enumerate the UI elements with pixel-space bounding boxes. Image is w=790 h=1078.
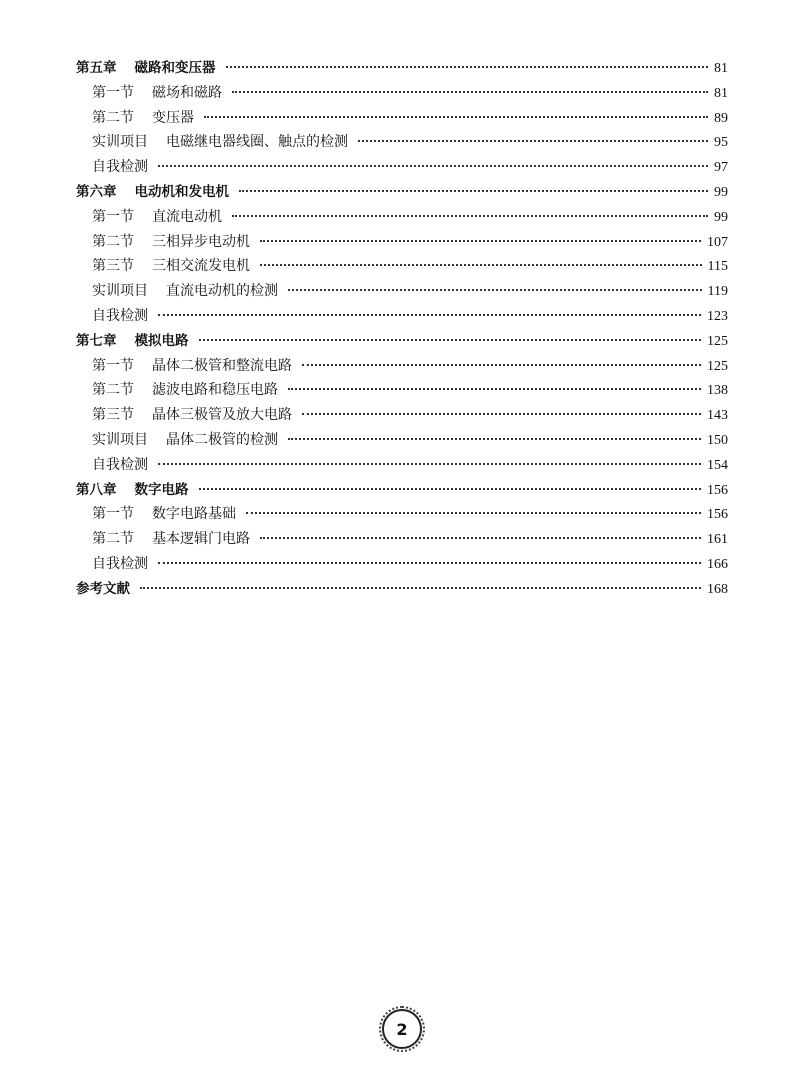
toc-entry-title: 基本逻辑门电路	[152, 531, 250, 548]
dot-leader	[302, 363, 701, 366]
toc-entry-title: 直流电动机	[152, 208, 222, 225]
dot-leader	[158, 561, 701, 564]
toc-entry-number: 第一节	[92, 208, 134, 225]
toc-entry-label	[92, 502, 236, 527]
toc-entry-title: 磁路和变压器	[134, 60, 216, 76]
toc-section-entry[interactable]	[76, 378, 728, 403]
dot-leader	[288, 437, 701, 440]
dot-leader	[199, 487, 702, 490]
dot-leader	[260, 239, 701, 242]
dot-leader	[226, 65, 709, 68]
toc-entry-title: 晶体三极管及放大电路	[152, 407, 292, 424]
toc-entry-page: 161	[707, 532, 728, 548]
toc-entry-number: 第一节	[92, 357, 134, 374]
dot-leader	[232, 90, 708, 93]
toc-entry-title: 滤波电路和稳压电路	[152, 382, 278, 399]
toc-entry-label	[92, 453, 148, 478]
toc-entry-title: 电磁继电器线圈、触点的检测	[166, 134, 348, 151]
toc-entry-page: 138	[707, 383, 728, 399]
toc-section-entry[interactable]	[76, 254, 728, 279]
dot-leader	[246, 511, 701, 514]
toc-entry-page: 95	[714, 135, 728, 151]
toc-entry-title: 磁场和磁路	[152, 84, 222, 101]
toc-section-entry[interactable]	[76, 155, 728, 180]
toc-entry-page: 119	[707, 284, 728, 300]
toc-entry-page: 81	[714, 61, 728, 76]
toc-entry-label	[92, 106, 194, 131]
toc-entry-title: 自我检测	[92, 555, 148, 572]
toc-entry-title: 晶体二极管和整流电路	[152, 357, 292, 374]
toc-entry-title: 自我检测	[92, 307, 148, 324]
toc-entry-page: 156	[707, 482, 728, 498]
dot-leader	[158, 164, 708, 167]
toc-entry-title: 参考文献	[76, 580, 130, 597]
toc-entry-label	[92, 378, 278, 403]
toc-entry-label	[92, 304, 148, 329]
page-number-badge	[382, 1009, 422, 1049]
toc-entry-label	[92, 403, 292, 428]
toc-entry-number: 第三节	[92, 407, 134, 424]
toc-entry-title: 自我检测	[92, 159, 148, 176]
toc-entry-page: 154	[707, 457, 728, 473]
toc-entry-title: 数字电路	[134, 481, 189, 498]
toc-entry-page: 89	[714, 110, 728, 126]
toc-entry-label	[76, 56, 216, 81]
dot-leader	[158, 462, 701, 465]
toc-entry-page: 168	[707, 581, 728, 597]
toc-entry-page: 166	[707, 556, 728, 572]
toc-entry-number: 第一节	[92, 84, 134, 101]
toc-section-entry[interactable]	[76, 304, 728, 329]
toc-entry-page: 99	[714, 184, 728, 200]
toc-entry-label	[92, 552, 148, 577]
toc-entry-title: 自我检测	[92, 456, 148, 473]
toc-entry-number: 第二节	[92, 109, 134, 126]
toc-chapter-entry[interactable]	[76, 180, 728, 205]
toc-entry-page: 156	[707, 507, 728, 523]
toc-entry-page: 150	[707, 432, 728, 448]
toc-entry-page: 107	[707, 234, 728, 250]
toc-entry-number: 第八章	[76, 481, 117, 498]
toc-entry-title: 三相交流发电机	[152, 258, 250, 275]
toc-entry-number: 实训项目	[92, 431, 148, 448]
toc-chapter-entry[interactable]	[76, 478, 728, 503]
toc-entry-title: 变压器	[152, 109, 194, 126]
dot-leader	[288, 288, 702, 291]
toc-entry-page: 97	[714, 160, 728, 176]
dot-leader	[260, 263, 702, 266]
toc-entry-label	[76, 577, 130, 602]
toc-entry-number: 第一节	[92, 506, 134, 523]
dot-leader	[358, 139, 708, 142]
toc-entry-page: 143	[707, 408, 728, 424]
toc-entry-label	[92, 205, 222, 230]
toc-section-entry[interactable]	[76, 403, 728, 428]
toc-entry-number: 第二节	[92, 531, 134, 548]
toc-chapter-entry[interactable]	[76, 329, 728, 354]
toc-section-entry[interactable]	[76, 502, 728, 527]
toc-entry-label	[76, 329, 189, 354]
dot-leader	[260, 536, 701, 539]
toc-entry-number: 实训项目	[92, 134, 148, 151]
toc-section-entry[interactable]	[76, 354, 728, 379]
toc-entry-label	[92, 527, 250, 552]
toc-entry-title: 数字电路基础	[152, 506, 236, 523]
toc-entry-label	[92, 230, 250, 255]
toc-section-entry[interactable]	[76, 81, 728, 106]
toc-entry-label	[76, 478, 189, 503]
toc-chapter-entry[interactable]	[76, 56, 728, 81]
toc-entry-label	[92, 81, 222, 106]
toc-entry-page: 99	[714, 209, 728, 225]
toc-entry-title: 三相异步电动机	[152, 233, 250, 250]
dot-leader	[204, 115, 708, 118]
toc-entry-label	[92, 130, 348, 155]
toc-entry-title: 直流电动机的检测	[166, 283, 278, 300]
toc-entry-label	[76, 180, 229, 205]
toc-entry-label	[92, 428, 278, 453]
toc-entry-number: 第三节	[92, 258, 134, 275]
toc-entry-number: 实训项目	[92, 283, 148, 300]
toc-entry-title: 电动机和发电机	[134, 183, 229, 200]
dot-leader	[158, 313, 701, 316]
toc-entry-label	[92, 254, 250, 279]
table-of-contents	[76, 56, 728, 602]
dot-leader	[140, 586, 701, 589]
toc-section-entry[interactable]	[76, 106, 728, 131]
toc-entry-label	[92, 354, 292, 379]
toc-section-entry[interactable]	[76, 230, 728, 255]
toc-section-entry[interactable]	[76, 527, 728, 552]
toc-entry-number: 第五章	[76, 60, 117, 76]
toc-chapter-entry[interactable]	[76, 577, 728, 602]
toc-section-entry[interactable]	[76, 205, 728, 230]
toc-entry-number: 第六章	[76, 183, 117, 200]
toc-section-entry[interactable]	[76, 130, 728, 155]
dot-leader	[239, 189, 708, 192]
dot-leader	[288, 387, 701, 390]
toc-entry-label	[92, 155, 148, 180]
dot-leader	[199, 338, 702, 341]
dot-leader	[232, 214, 708, 217]
toc-entry-number: 第二节	[92, 382, 134, 399]
toc-section-entry[interactable]	[76, 428, 728, 453]
toc-entry-number: 第二节	[92, 233, 134, 250]
toc-entry-label	[92, 279, 278, 304]
toc-entry-number: 第七章	[76, 332, 117, 349]
toc-entry-page: 125	[707, 333, 728, 349]
dot-leader	[302, 412, 701, 415]
toc-entry-page: 81	[714, 85, 728, 101]
toc-entry-title: 晶体二极管的检测	[166, 431, 278, 448]
toc-entry-page: 125	[707, 358, 728, 374]
page-number: 2	[396, 1019, 408, 1039]
toc-entry-page: 115	[707, 259, 728, 275]
toc-section-entry[interactable]	[76, 453, 728, 478]
toc-section-entry[interactable]	[76, 552, 728, 577]
toc-entry-title: 模拟电路	[134, 332, 189, 349]
toc-entry-page: 123	[707, 308, 728, 324]
toc-section-entry[interactable]	[76, 279, 728, 304]
